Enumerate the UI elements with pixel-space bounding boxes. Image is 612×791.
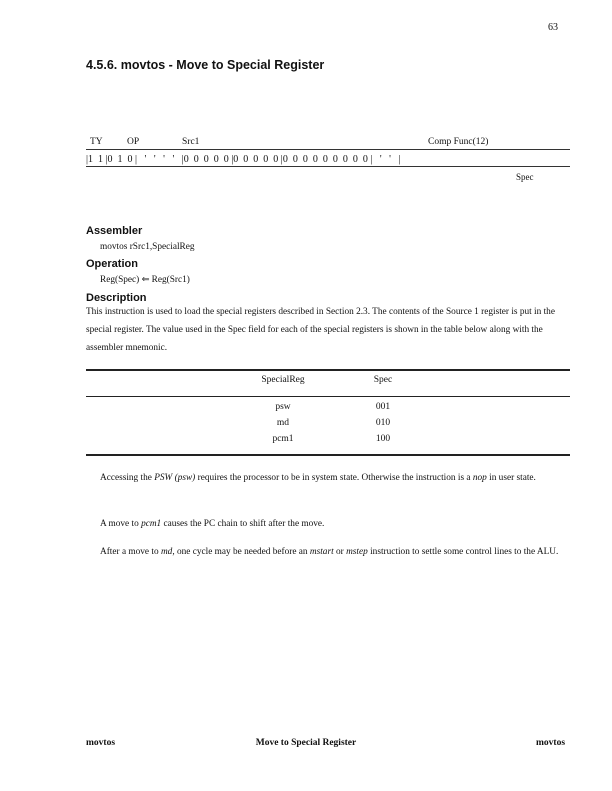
text-span: mstart [309,547,334,557]
assembler-heading: Assembler [86,225,143,237]
bits-spec: ' ' [379,154,391,165]
text-span: , one cycle may be needed before an [172,547,310,557]
table-cell: 001 [375,402,391,412]
text-span: PSW (psw) [154,473,196,483]
text-span: in user state. [486,473,536,483]
text-span: Accessing the [100,473,155,483]
text-span: requires the processor to be in system state. Otherwise the instruction is a [195,473,473,483]
assembler-text: movtos rSrc1,SpecialReg [100,242,195,252]
text-span: nop [472,473,487,483]
field-label-src1: Src1 [182,137,200,147]
field-label-comp-func: Comp Func(12) [428,137,489,147]
bits-ty: 1 1 [88,154,104,165]
operation-heading: Operation [86,258,138,270]
description-text: This instruction is used to load the special registers described in Section 2.3. The contents of the Source 1 register is put in the special register. The value used in the Spec field for each of the special registers is shown in the table below along with the assembler mnemonic. [86,307,555,353]
table-header-rule [86,396,570,397]
bits-src1: ' ' ' ' [144,154,175,165]
page-number: 63 [548,22,558,33]
footer-center: Move to Special Register [255,738,357,748]
field-rule [86,149,570,150]
table-header: SpecialReg [261,375,305,385]
table-cell: md [276,418,290,428]
field-label-spec: Spec [516,172,534,182]
table-cell: 100 [375,434,391,444]
bits-group3: 0 0 0 0 0 0 0 0 0 [282,154,368,165]
bit-row: |1 1 |0 1 0 | ' ' ' ' |0 0 0 0 0 |0 0 0 0 0 |0 0 0 0 0 0 0 0 0 | ' ' | [86,154,401,165]
operation-text: Reg(Spec) ⇐ Reg(Src1) [100,275,190,285]
note-md [86,543,570,561]
table-cell: pcm1 [272,434,294,444]
table-cell: psw [275,402,291,412]
table-cell: 010 [375,418,391,428]
text-span: instruction to settle some control lines to the ALU. [367,547,559,557]
bits-op: 0 1 0 [107,154,133,165]
table-bottom-rule [86,454,570,456]
bits-group1: 0 0 0 0 0 [183,154,229,165]
bits-group2: 0 0 0 0 0 [233,154,279,165]
text-span: pcm1 [141,519,162,529]
note-psw [86,469,570,487]
text-span: After a move to [100,547,161,557]
table-header: Spec [373,375,393,385]
text-span: mstep [346,547,368,557]
field-label-op: OP [127,137,140,147]
field-label-ty: TY [90,137,103,147]
text-span: md [160,547,173,557]
footer-left: movtos [86,738,116,748]
footer-right: movtos [536,738,566,748]
text-span: causes the PC chain to shift after the move. [161,519,325,529]
section-title: 4.5.6. movtos - Move to Special Register [86,58,325,72]
text-span: A move to [100,519,142,529]
table-top-rule [86,369,570,371]
bit-underline [86,166,570,167]
note-pcm1 [86,515,570,533]
description-heading: Description [86,292,147,304]
text-span: or [333,547,347,557]
